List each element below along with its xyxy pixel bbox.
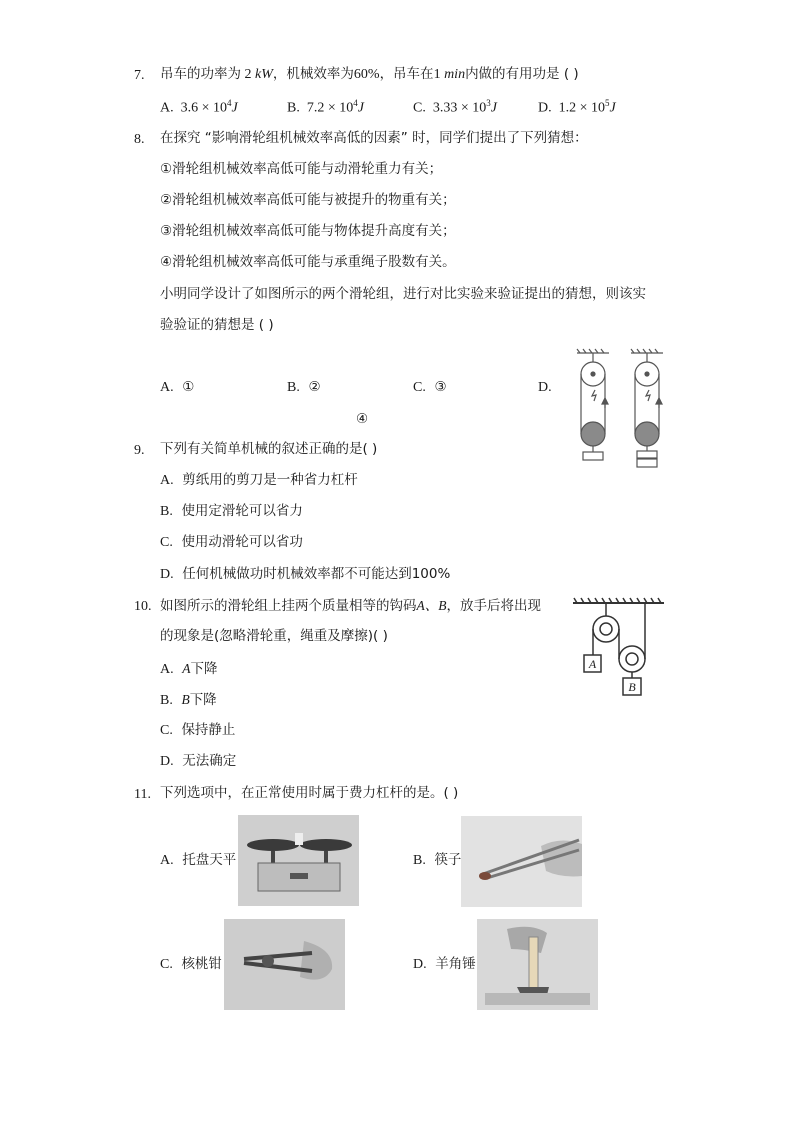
question-number: 10. — [134, 599, 152, 614]
option-d-text[interactable]: ④ — [356, 411, 369, 427]
option-b[interactable]: B. $7.2 \times 10^4J$ — [287, 98, 364, 116]
pulley-diagram-weights-a-b — [571, 597, 666, 699]
option-c[interactable]: C. 核桃钳 — [160, 956, 222, 972]
pulley-diagram-two-systems — [575, 348, 665, 473]
guess-1: ①滑轮组机械效率高低可能与动滑轮重力有关； — [160, 161, 443, 177]
option-c[interactable]: C. 使用动滑轮可以省功 — [160, 534, 303, 550]
option-a[interactable]: A. A下降 — [160, 661, 218, 677]
question-stem: 下列选项中，在正常使用时属于费力杠杆的是。( ) — [160, 785, 459, 801]
option-d[interactable]: D. 羊角锤 — [413, 956, 476, 972]
question-stem-line-2: 的现象是(忽略滑轮重，绳重及摩擦)( ) — [160, 628, 388, 644]
question-stem: 在探究 “影响滑轮组机械效率高低的因素” 时，同学们提出了下列猜想： — [160, 130, 588, 146]
description-line-2: 验验证的猜想是 ( ) — [160, 317, 274, 333]
guess-3: ③滑轮组机械效率高低可能与物体提升高度有关； — [160, 223, 456, 239]
question-number: 9. — [134, 443, 145, 458]
balance-scale-photo[interactable] — [238, 815, 359, 906]
option-b[interactable]: B. ② — [287, 379, 321, 395]
option-b[interactable]: B. 使用定滑轮可以省力 — [160, 503, 303, 519]
option-a[interactable]: A. 剪纸用的剪刀是一种省力杠杆 — [160, 472, 358, 488]
option-d[interactable]: D. 无法确定 — [160, 753, 237, 769]
question-stem: 吊车的功率为 2 kW，机械效率为60%，吊车在1 min内做的有用功是 ( ) — [160, 66, 579, 82]
question-stem: 下列有关简单机械的叙述正确的是( ) — [160, 441, 378, 457]
option-c[interactable]: C. 保持静止 — [160, 722, 236, 738]
question-stem-line-1: 如图所示的滑轮组上挂两个质量相等的钩码A、B，放手后将出现 — [160, 598, 541, 614]
option-a[interactable]: A. ① — [160, 379, 195, 395]
weight-b-label: B — [628, 680, 636, 694]
question-number: 11. — [134, 787, 151, 802]
guess-2: ②滑轮组机械效率高低可能与被提升的物重有关； — [160, 192, 456, 208]
option-b[interactable]: B. B下降 — [160, 692, 217, 708]
option-c[interactable]: C. ③ — [413, 379, 447, 395]
claw-hammer-photo[interactable] — [477, 919, 598, 1010]
description-line-1: 小明同学设计了如图所示的两个滑轮组，进行对比实验来验证提出的猜想，则该实 — [160, 286, 646, 302]
option-a[interactable]: A. 托盘天平 — [160, 852, 237, 868]
guess-4: ④滑轮组机械效率高低可能与承重绳子股数有关。 — [160, 254, 456, 270]
option-a[interactable]: A. $3.6 \times 10^4J$ — [160, 98, 238, 116]
question-number: 7. — [134, 68, 145, 83]
option-b[interactable]: B. 筷子 — [413, 852, 462, 868]
option-d-key[interactable]: D. — [538, 380, 552, 395]
question-number: 8. — [134, 132, 145, 147]
weight-a-label: A — [588, 657, 597, 671]
nutcracker-photo[interactable] — [224, 919, 345, 1010]
chopsticks-photo[interactable] — [461, 816, 582, 907]
option-d[interactable]: D. $1.2 \times 10^5J$ — [538, 98, 616, 116]
option-d[interactable]: D. 任何机械做功时机械效率都不可能达到100% — [160, 566, 451, 582]
option-c[interactable]: C. $3.33 \times 10^3J$ — [413, 98, 497, 116]
